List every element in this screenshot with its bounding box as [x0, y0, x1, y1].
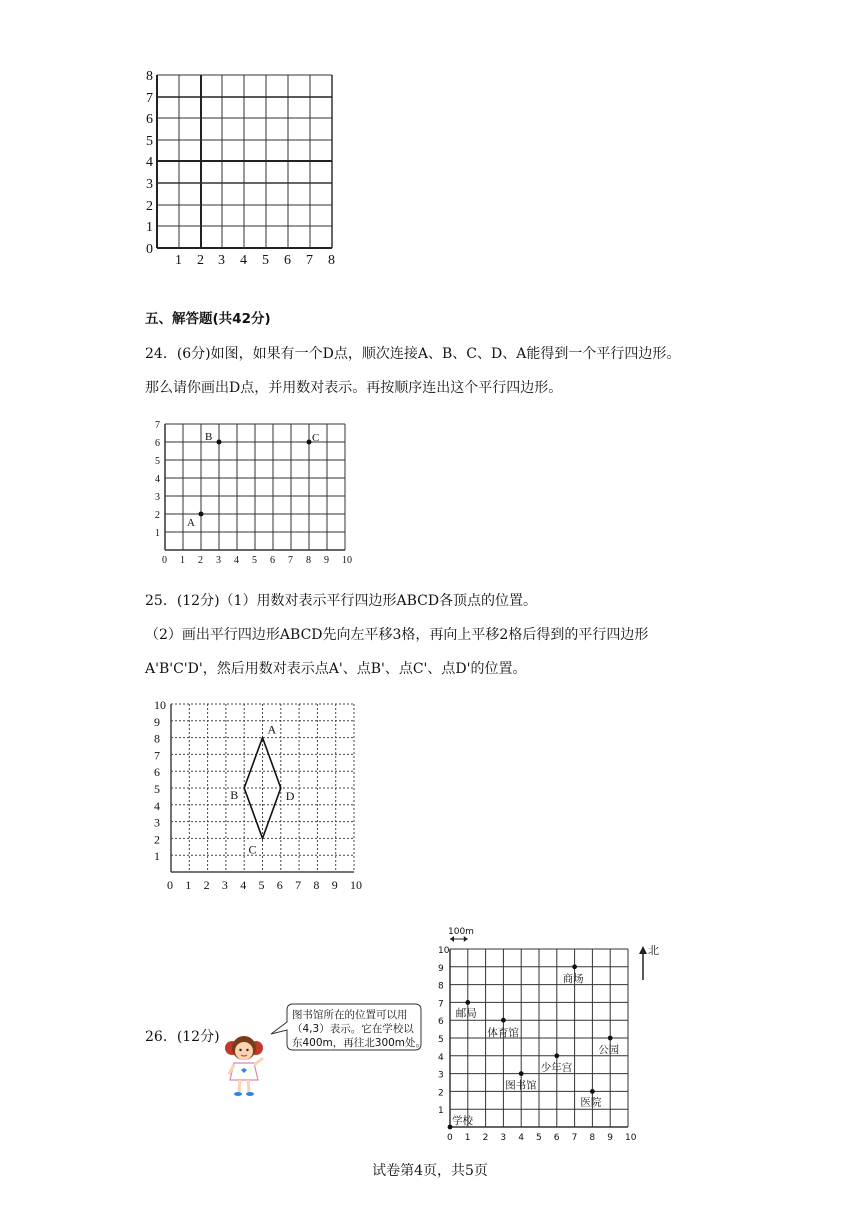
place-label: 体育馆: [487, 1027, 519, 1040]
grid1-x-tick: 7: [306, 253, 313, 268]
x-tick-label: 3: [500, 1133, 507, 1143]
q26-label: 26．(12分): [145, 1029, 220, 1045]
point-label: B: [205, 431, 213, 443]
speech-text-line1: 图书馆所在的位置可以用: [292, 1009, 408, 1021]
x-tick-label: 9: [324, 555, 329, 566]
grid1-x-tick: 2: [197, 253, 204, 268]
grid1-y-tick: 5: [146, 134, 153, 149]
y-tick-label: 8: [438, 981, 444, 992]
x-tick-label: 10: [625, 1133, 637, 1143]
section-heading: 五、解答题(共42分): [145, 311, 271, 327]
grid1-y-tick: 0: [146, 242, 153, 257]
grid1-x-tick: 6: [284, 253, 291, 268]
girl-illustration: [218, 1030, 270, 1098]
x-tick-label: 7: [571, 1133, 578, 1143]
north-label: 北: [648, 944, 659, 957]
q24-coordinate-grid: [150, 418, 360, 566]
place-marker: [465, 1000, 470, 1005]
x-tick-label: 8: [589, 1133, 596, 1143]
y-tick-label: 5: [438, 1035, 444, 1045]
y-tick-label: 4: [154, 798, 160, 813]
grid1-x-tick: 8: [328, 253, 335, 268]
x-tick-label: 10: [350, 878, 362, 892]
y-tick-label: 2: [154, 832, 160, 847]
place-marker: [590, 1089, 595, 1094]
place-label: 公园: [598, 1044, 620, 1056]
place-marker: [501, 1018, 506, 1023]
y-tick-label: 9: [154, 714, 160, 729]
x-tick-label: 2: [482, 1133, 489, 1143]
scale-label: 100m: [448, 927, 474, 937]
place-label: 医院: [580, 1096, 602, 1109]
grid1-x-tick: 4: [240, 253, 247, 268]
grid1-y-tick: 8: [146, 69, 153, 84]
y-tick-label: 6: [154, 765, 160, 780]
grid1-x-tick: 5: [262, 253, 269, 268]
x-tick-label: 9: [607, 1133, 613, 1143]
x-tick-label: 7: [295, 878, 302, 892]
place-marker: [554, 1053, 559, 1058]
y-tick-label: 1: [438, 1106, 444, 1117]
y-tick-label: 8: [154, 731, 160, 746]
y-tick-label: 10: [154, 698, 166, 712]
x-tick-label: 6: [270, 555, 275, 566]
x-tick-label: 8: [313, 878, 320, 892]
x-tick-label: 4: [234, 555, 239, 566]
point-marker: [199, 512, 204, 517]
x-tick-label: 5: [258, 878, 265, 892]
grid1-y-tick: 1: [146, 220, 153, 235]
place-label: 图书馆: [505, 1079, 537, 1092]
vertex-label: A: [267, 722, 277, 737]
point-label: C: [312, 432, 320, 444]
y-tick-label: 3: [155, 492, 160, 503]
grid1-x-tick: 3: [218, 253, 225, 268]
q25-text-line1: 25．(12分)（1）用数对表示平行四边形ABCD各顶点的位置。: [145, 593, 538, 609]
x-tick-label: 10: [342, 555, 352, 566]
y-tick-label: 5: [154, 782, 160, 796]
y-tick-label: 2: [438, 1088, 444, 1099]
place-label: 少年宫: [540, 1061, 573, 1074]
q25-text-line2: （2）画出平行四边形ABCD先向左平移3格，再向上平移2格后得到的平行四边形: [145, 627, 649, 643]
x-tick-label: 2: [198, 555, 203, 566]
x-tick-label: 7: [288, 555, 293, 566]
place-marker: [608, 1036, 613, 1041]
x-tick-label: 6: [553, 1133, 560, 1143]
y-tick-label: 7: [155, 420, 160, 431]
vertex-label: D: [285, 789, 295, 803]
vertex-label: C: [248, 842, 257, 857]
y-tick-label: 7: [438, 999, 444, 1010]
x-tick-label: 3: [221, 878, 228, 892]
y-tick-label: 4: [155, 474, 160, 485]
x-tick-label: 2: [203, 878, 210, 892]
x-tick-label: 4: [518, 1133, 524, 1143]
y-tick-label: 6: [155, 438, 160, 449]
point-marker: [217, 440, 222, 445]
speech-bubble: [265, 1000, 425, 1056]
x-tick-label: 0: [447, 1133, 453, 1143]
q25-text-line3: A'B'C'D'，然后用数对表示点A'、点B'、点C'、点D'的位置。: [145, 661, 527, 677]
q24-text-line1: 24．(6分)如图，如果有一个D点，顺次连接A、B、C、D、A能得到一个平行四边形。: [145, 346, 681, 362]
vertex-label: B: [230, 788, 239, 802]
x-tick-label: 1: [464, 1133, 471, 1143]
x-tick-label: 5: [536, 1133, 542, 1143]
point-marker: [307, 440, 312, 445]
grid1-y-tick: 7: [146, 91, 153, 106]
grid1-y-tick: 6: [146, 112, 153, 127]
y-tick-label: 4: [438, 1052, 444, 1063]
y-tick-label: 1: [155, 528, 160, 539]
y-tick-label: 9: [438, 963, 444, 974]
y-tick-label: 2: [155, 510, 160, 521]
place-marker: [519, 1071, 524, 1076]
q25-coordinate-grid: [148, 700, 368, 898]
x-tick-label: 1: [180, 555, 185, 566]
place-marker: [572, 964, 577, 969]
grid1-x-tick: 1: [175, 253, 182, 268]
speech-text-line3: 东400m，再往北300m处。: [292, 1037, 427, 1049]
y-tick-label: 3: [154, 815, 160, 830]
x-tick-label: 3: [216, 555, 221, 566]
y-tick-label: 7: [154, 748, 160, 763]
place-label: 商场: [562, 972, 584, 985]
x-tick-label: 8: [306, 555, 311, 566]
y-tick-label: 1: [154, 849, 160, 864]
x-tick-label: 4: [240, 878, 247, 892]
coordinate-grid-8x8: [140, 60, 350, 270]
x-tick-label: 0: [162, 555, 167, 566]
grid1-lines: [157, 75, 332, 248]
page-footer: 试卷第4页，共5页: [372, 1163, 488, 1179]
x-tick-label: 0: [167, 878, 173, 892]
grid1-y-tick: 3: [146, 177, 153, 192]
x-tick-label: 5: [252, 555, 257, 566]
y-tick-label: 6: [438, 1017, 444, 1028]
point-label: A: [187, 517, 195, 529]
y-tick-label: 10: [438, 946, 450, 956]
y-tick-label: 3: [438, 1070, 444, 1081]
x-tick-label: 6: [276, 878, 283, 892]
north-arrow-icon: [630, 938, 660, 984]
x-tick-label: 9: [331, 878, 338, 892]
grid1-y-tick: 2: [146, 199, 153, 214]
y-tick-label: 5: [155, 456, 160, 467]
grid1-y-tick: 4: [146, 155, 153, 170]
q24-text-line2: 那么请你画出D点，并用数对表示。再按顺序连出这个平行四边形。: [145, 380, 563, 396]
speech-text-line2: （4,3）表示。它在学校以: [292, 1023, 414, 1035]
place-label: 学校: [452, 1115, 473, 1127]
place-label: 邮局: [455, 1007, 477, 1020]
x-tick-label: 1: [185, 878, 192, 892]
